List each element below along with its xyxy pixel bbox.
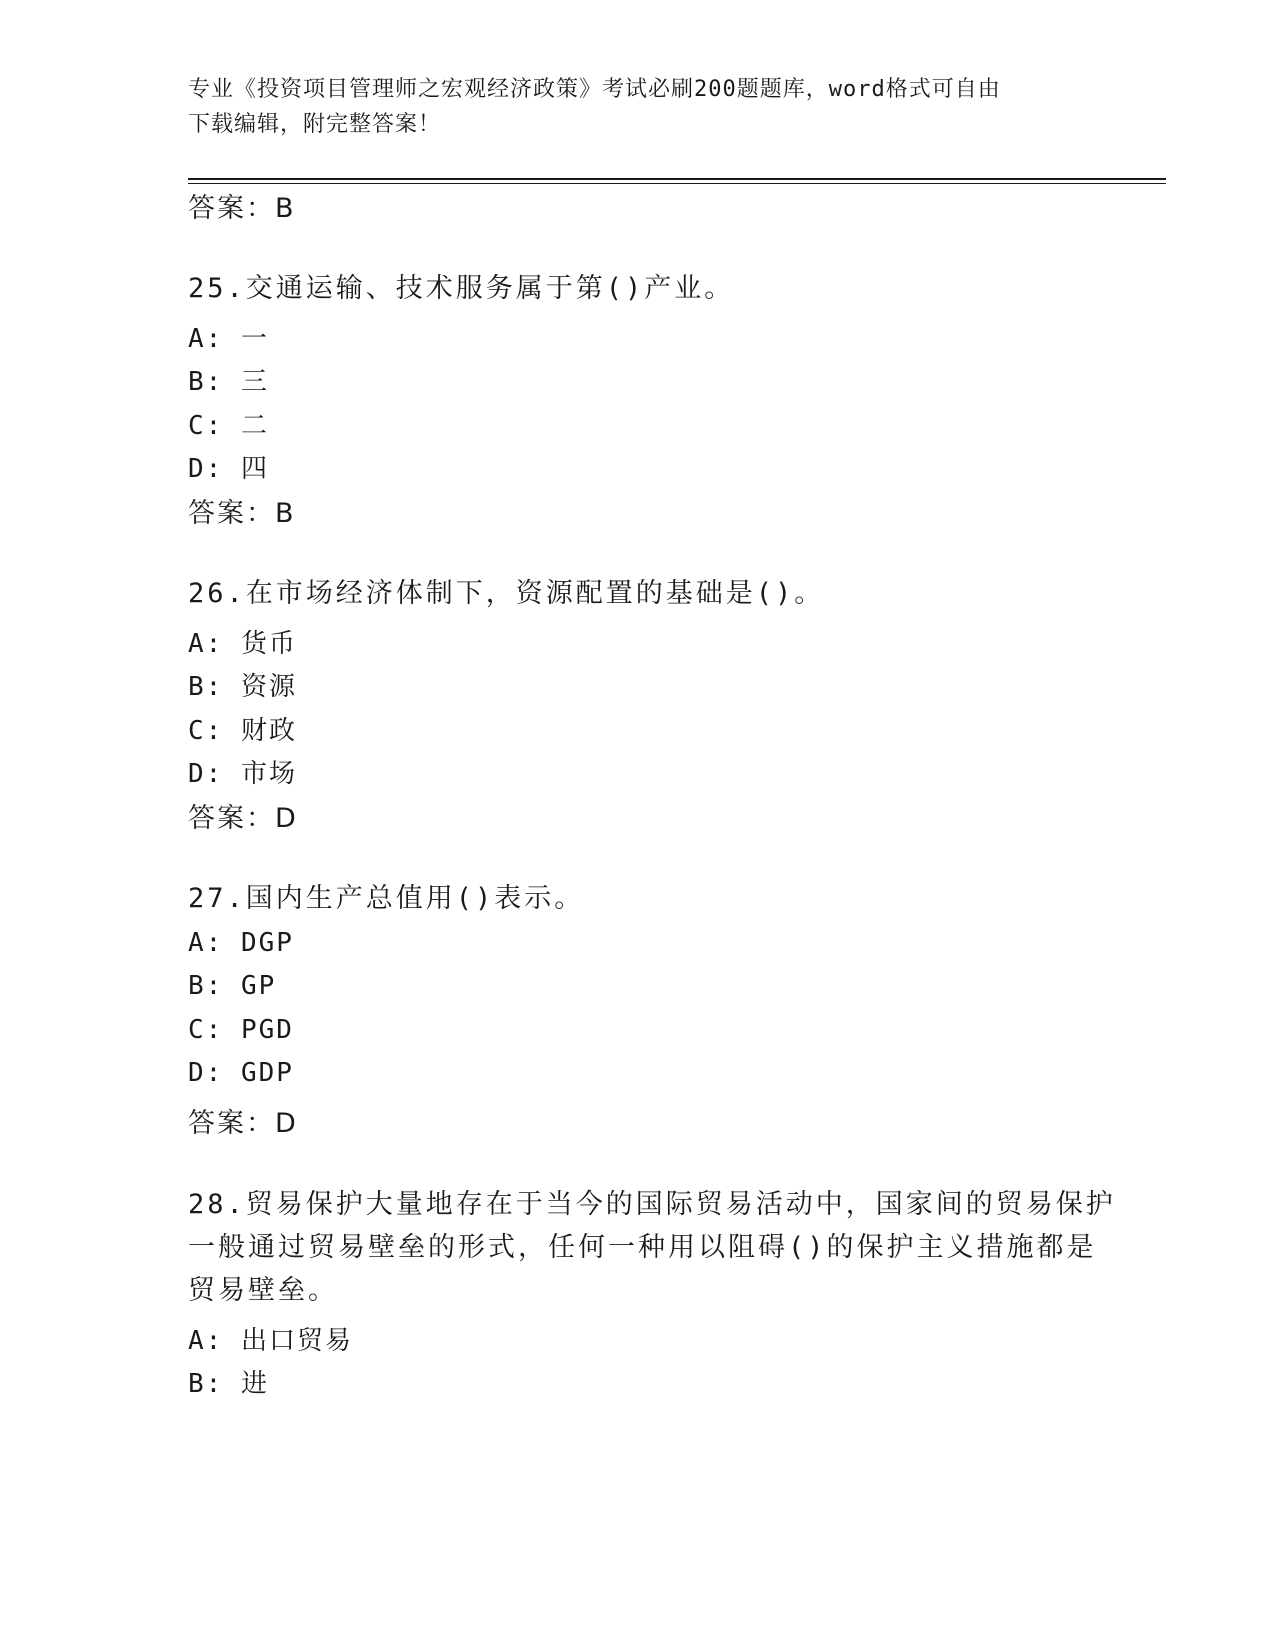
q26-option-d: D: 市场 [188, 759, 297, 789]
q26-option-b: B: 资源 [188, 672, 297, 702]
q28-option-b: B: 进 [188, 1369, 269, 1399]
header-divider-thick [188, 178, 1166, 180]
q27-answer: 答案：D [188, 1108, 298, 1139]
question-28-line-2: 一般通过贸易壁垒的形式，任何一种用以阻碍()的保护主义措施都是 [188, 1232, 1097, 1263]
q27-option-b: B: GP [188, 971, 277, 1001]
question-25: 25.交通运输、技术服务属于第()产业。 [188, 273, 735, 304]
q27-option-c: C: PGD [188, 1015, 294, 1045]
header-line-2: 下载编辑，附完整答案！ [188, 112, 442, 137]
q25-option-a: A: 一 [188, 324, 269, 354]
header-divider-thin [188, 183, 1166, 184]
q25-option-c: C: 二 [188, 411, 269, 441]
q28-option-a: A: 出口贸易 [188, 1326, 353, 1356]
q27-option-a: A: DGP [188, 928, 294, 958]
q26-option-c: C: 财政 [188, 716, 297, 746]
answer-prev: 答案：B [188, 193, 296, 224]
q27-option-d: D: GDP [188, 1058, 294, 1088]
header-line-1: 专业《投资项目管理师之宏观经济政策》考试必刷200题题库，word格式可自由 [188, 77, 1001, 102]
q26-answer: 答案：D [188, 803, 298, 834]
question-28-line-1: 28.贸易保护大量地存在于当今的国际贸易活动中，国家间的贸易保护 [188, 1189, 1116, 1220]
question-26: 26.在市场经济体制下，资源配置的基础是()。 [188, 578, 825, 609]
q25-answer: 答案：B [188, 498, 296, 529]
document-header-note [188, 72, 1088, 142]
question-28-line-3: 贸易壁垒。 [188, 1275, 338, 1306]
q25-option-d: D: 四 [188, 454, 269, 484]
q25-option-b: B: 三 [188, 367, 269, 397]
q26-option-a: A: 货币 [188, 629, 297, 659]
question-27: 27.国内生产总值用()表示。 [188, 883, 585, 914]
